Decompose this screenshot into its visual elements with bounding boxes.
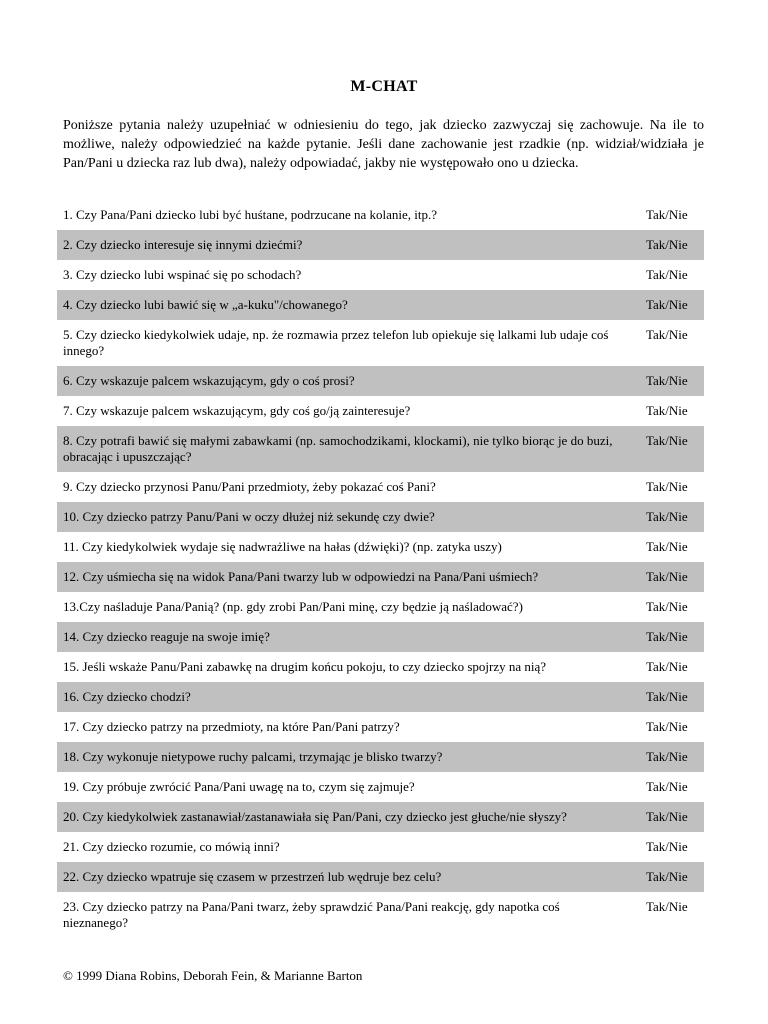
answer-option: Tak/Nie xyxy=(646,899,688,914)
question-text: 8. Czy potrafi bawić się małymi zabawkami (np. samochodzikami, klockami), nie tylko biorąc je do buzi, obracając i upuszczając? xyxy=(63,433,613,464)
answer-option: Tak/Nie xyxy=(646,297,688,312)
question-text: 2. Czy dziecko interesuje się innymi dziećmi? xyxy=(63,237,303,252)
answer-option: Tak/Nie xyxy=(646,267,688,282)
question-row-20 xyxy=(57,802,704,832)
question-text: 19. Czy próbuje zwrócić Pana/Pani uwagę na to, czym się zajmuje? xyxy=(63,779,415,794)
answer-option: Tak/Nie xyxy=(646,659,688,674)
answer-option: Tak/Nie xyxy=(646,327,688,342)
copyright-footer: © 1999 Diana Robins, Deborah Fein, & Marianne Barton xyxy=(63,968,363,983)
question-row-17 xyxy=(57,712,704,742)
answer-option: Tak/Nie xyxy=(646,509,688,524)
question-text: 3. Czy dziecko lubi wspinać się po schodach? xyxy=(63,267,302,282)
question-row-4 xyxy=(57,290,704,320)
answer-option: Tak/Nie xyxy=(646,839,688,854)
question-row-19 xyxy=(57,772,704,802)
question-text: 23. Czy dziecko patrzy na Pana/Pani twarz, żeby sprawdzić Pana/Pani reakcję, gdy napotka coś nieznanego? xyxy=(63,899,560,930)
question-text: 7. Czy wskazuje palcem wskazującym, gdy coś go/ją zainteresuje? xyxy=(63,403,411,418)
question-text: 22. Czy dziecko wpatruje się czasem w przestrzeń lub wędruje bez celu? xyxy=(63,869,442,884)
question-text: 1. Czy Pana/Pani dziecko lubi być huśtane, podrzucane na kolanie, itp.? xyxy=(63,207,437,222)
question-text: 20. Czy kiedykolwiek zastanawiał/zastanawiała się Pan/Pani, czy dziecko jest głuche/nie słyszy? xyxy=(63,809,567,824)
question-row-21 xyxy=(57,832,704,862)
question-row-2 xyxy=(57,230,704,260)
question-row-18 xyxy=(57,742,704,772)
question-text: 11. Czy kiedykolwiek wydaje się nadwrażliwe na hałas (dźwięki)? (np. zatyka uszy) xyxy=(63,539,502,554)
question-text: 14. Czy dziecko reaguje na swoje imię? xyxy=(63,629,270,644)
question-text: 21. Czy dziecko rozumie, co mówią inni? xyxy=(63,839,280,854)
question-row-8 xyxy=(57,426,704,472)
question-text: 13.Czy naśladuje Pana/Panią? (np. gdy zrobi Pan/Pani minę, czy będzie ją naśladować?) xyxy=(63,599,523,614)
answer-option: Tak/Nie xyxy=(646,869,688,884)
question-row-7 xyxy=(57,396,704,426)
question-row-14 xyxy=(57,622,704,652)
answer-option: Tak/Nie xyxy=(646,539,688,554)
question-row-16 xyxy=(57,682,704,712)
intro-paragraph: Poniższe pytania należy uzupełniać w odniesieniu do tego, jak dziecko zazwyczaj się zachowuje. Na ile to możliwe, należy odpowiedzieć na każde pytanie. Jeśli dane zachowanie jest rzadkie (np. widział/widziała je Pan/Pani u dziecka raz lub dwa), należy odpowiadać, jakby nie występowało ono u dziecka. xyxy=(63,118,704,171)
question-row-15 xyxy=(57,652,704,682)
question-text: 9. Czy dziecko przynosi Panu/Pani przedmioty, żeby pokazać coś Pani? xyxy=(63,479,436,494)
question-row-1 xyxy=(57,200,704,230)
answer-option: Tak/Nie xyxy=(646,373,688,388)
page-title: M-CHAT xyxy=(350,78,418,95)
question-row-13 xyxy=(57,592,704,622)
question-text: 15. Jeśli wskaże Panu/Pani zabawkę na drugim końcu pokoju, to czy dziecko spojrzy na nią? xyxy=(63,659,547,674)
question-row-12 xyxy=(57,562,704,592)
answer-option: Tak/Nie xyxy=(646,433,688,448)
question-row-11 xyxy=(57,532,704,562)
question-text: 10. Czy dziecko patrzy Panu/Pani w oczy dłużej niż sekundę czy dwie? xyxy=(63,509,435,524)
question-text: 5. Czy dziecko kiedykolwiek udaje, np. że rozmawia przez telefon lub opiekuje się lalkami lub udaje coś innego? xyxy=(63,327,609,358)
answer-option: Tak/Nie xyxy=(646,689,688,704)
question-row-3 xyxy=(57,260,704,290)
answer-option: Tak/Nie xyxy=(646,809,688,824)
questions-table xyxy=(57,200,704,938)
answer-option: Tak/Nie xyxy=(646,599,688,614)
question-row-22 xyxy=(57,862,704,892)
answer-option: Tak/Nie xyxy=(646,403,688,418)
answer-option: Tak/Nie xyxy=(646,629,688,644)
answer-option: Tak/Nie xyxy=(646,749,688,764)
question-text: 6. Czy wskazuje palcem wskazującym, gdy o coś prosi? xyxy=(63,373,355,388)
question-row-9 xyxy=(57,472,704,502)
question-row-23 xyxy=(57,892,704,938)
answer-option: Tak/Nie xyxy=(646,719,688,734)
question-text: 16. Czy dziecko chodzi? xyxy=(63,689,191,704)
question-text: 18. Czy wykonuje nietypowe ruchy palcami, trzymając je blisko twarzy? xyxy=(63,749,443,764)
question-text: 17. Czy dziecko patrzy na przedmioty, na które Pan/Pani patrzy? xyxy=(63,719,400,734)
answer-option: Tak/Nie xyxy=(646,779,688,794)
question-text: 12. Czy uśmiecha się na widok Pana/Pani twarzy lub w odpowiedzi na Pana/Pani uśmiech? xyxy=(63,569,539,584)
answer-option: Tak/Nie xyxy=(646,237,688,252)
answer-option: Tak/Nie xyxy=(646,479,688,494)
answer-option: Tak/Nie xyxy=(646,207,688,222)
question-row-6 xyxy=(57,366,704,396)
question-row-5 xyxy=(57,320,704,366)
answer-option: Tak/Nie xyxy=(646,569,688,584)
question-text: 4. Czy dziecko lubi bawić się w „a-kuku"/chowanego? xyxy=(63,297,348,312)
question-row-10 xyxy=(57,502,704,532)
